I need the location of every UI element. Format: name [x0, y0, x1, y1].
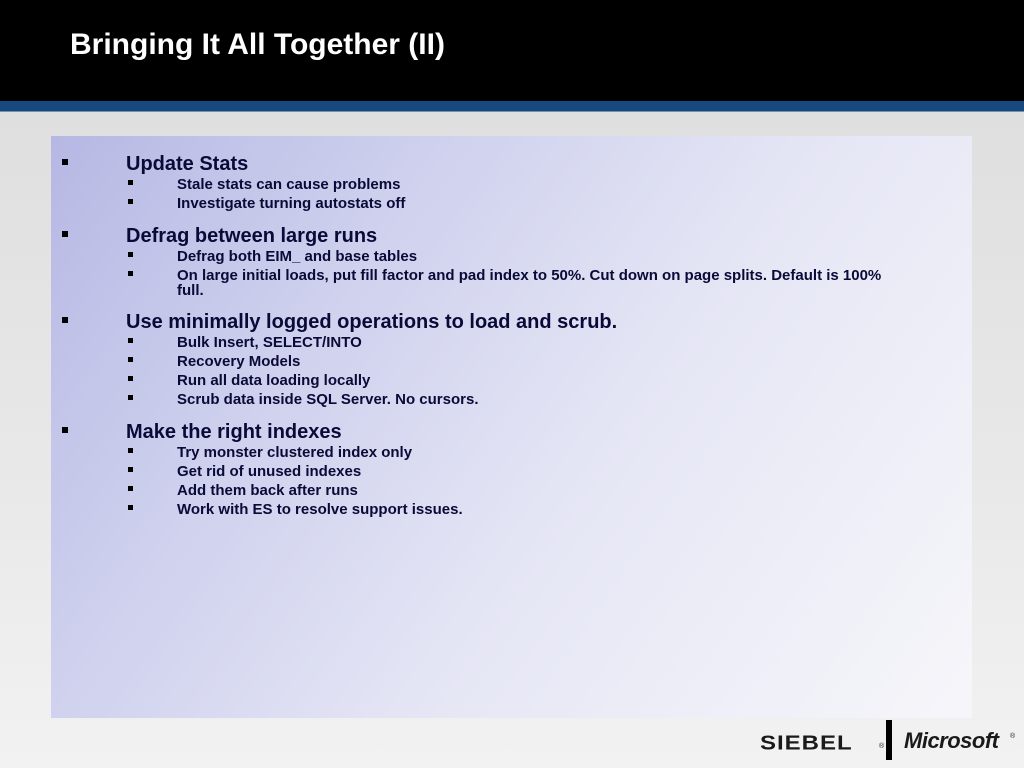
siebel-microsoft-logo: [758, 718, 1020, 762]
sub-bullet: [51, 352, 972, 371]
sub-bullet: [51, 194, 972, 213]
square-bullet-icon: [128, 271, 133, 276]
sub-bullet: [51, 175, 972, 194]
sub-bullet: [51, 462, 972, 481]
square-bullet-icon: [62, 159, 68, 165]
microsoft-logo-text: Microsoft: [904, 728, 999, 753]
sub-bullet: [51, 266, 972, 299]
sub-bullet-text: Investigate turning autostats off: [177, 195, 406, 212]
square-bullet-icon: [128, 357, 133, 362]
bullet-list: [51, 153, 972, 519]
square-bullet-icon: [128, 448, 133, 453]
sub-bullet: [51, 481, 972, 500]
logo-divider: [886, 720, 892, 760]
square-bullet-icon: [128, 199, 133, 204]
bullet-heading: [51, 421, 972, 443]
sub-bullet: [51, 371, 972, 390]
title-bar: [0, 0, 1024, 101]
bullet-heading-text: Update Stats: [126, 153, 249, 175]
square-bullet-icon: [128, 180, 133, 185]
square-bullet-icon: [62, 317, 68, 323]
square-bullet-icon: [62, 231, 68, 237]
sub-bullet-text: Stale stats can cause problems: [177, 176, 401, 193]
bullet-heading: [51, 153, 972, 175]
sub-bullet: [51, 247, 972, 266]
square-bullet-icon: [128, 505, 133, 510]
title-stripe: [0, 101, 1024, 112]
bullet-heading: [51, 311, 972, 333]
svg-text:®: ®: [879, 743, 885, 750]
slide-title: Bringing It All Together (II): [70, 28, 445, 61]
sub-bullet-text: Add them back after runs: [177, 482, 358, 499]
sub-bullet: [51, 443, 972, 462]
sub-bullet-text: Recovery Models: [177, 353, 301, 370]
bullet-heading-text: Make the right indexes: [126, 421, 342, 443]
square-bullet-icon: [128, 467, 133, 472]
square-bullet-icon: [62, 427, 68, 433]
content-panel: [51, 136, 972, 718]
bullet-heading-text: Defrag between large runs: [126, 225, 378, 247]
siebel-logo-text: SIEBEL: [760, 731, 853, 755]
bullet-heading-text: Use minimally logged operations to load and scrub.: [126, 311, 618, 333]
sub-bullet-text: On large initial loads, put fill factor and pad index to 50%. Cut down on page splits. Default is 100% full.: [177, 267, 882, 299]
svg-text:®: ®: [1010, 733, 1016, 740]
bullet-heading: [51, 225, 972, 247]
sub-bullet: [51, 333, 972, 352]
sub-bullet-text: Scrub data inside SQL Server. No cursors.: [177, 391, 479, 408]
square-bullet-icon: [128, 376, 133, 381]
sub-bullet-text: Get rid of unused indexes: [177, 463, 362, 480]
sub-bullet-text: Work with ES to resolve support issues.: [177, 501, 463, 518]
square-bullet-icon: [128, 338, 133, 343]
sub-bullet: [51, 390, 972, 409]
square-bullet-icon: [128, 486, 133, 491]
square-bullet-icon: [128, 252, 133, 257]
sub-bullet-text: Bulk Insert, SELECT/INTO: [177, 334, 362, 351]
sub-bullet-text: Defrag both EIM_ and base tables: [177, 248, 418, 265]
sub-bullet-text: Try monster clustered index only: [177, 444, 413, 461]
square-bullet-icon: [128, 395, 133, 400]
sub-bullet: [51, 500, 972, 519]
sub-bullet-text: Run all data loading locally: [177, 372, 371, 389]
